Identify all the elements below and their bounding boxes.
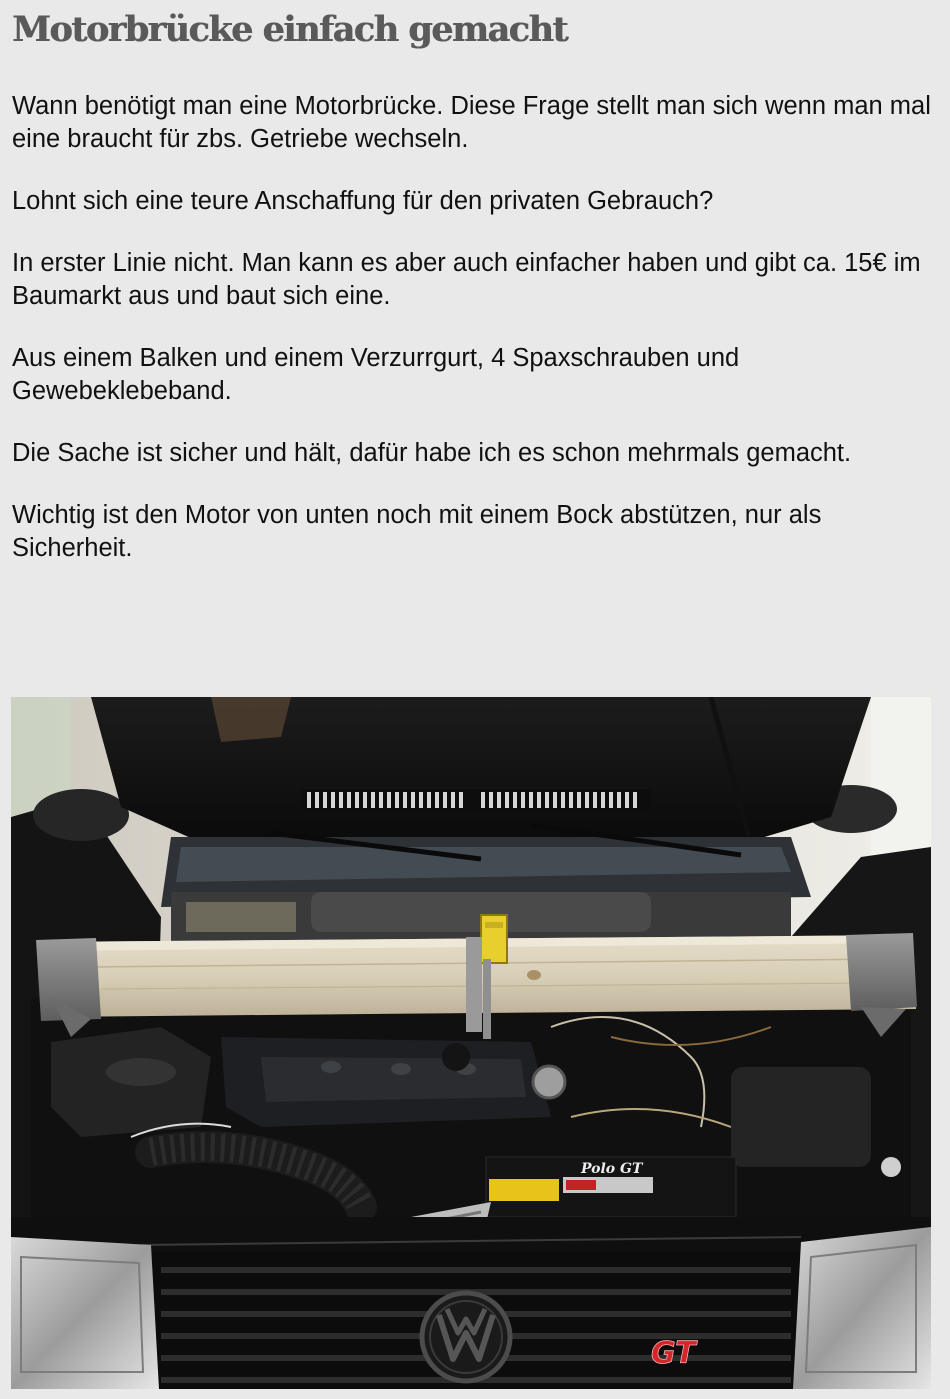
vw-logo-icon	[422, 1293, 510, 1381]
brake-master	[731, 1067, 871, 1167]
car-hood	[91, 697, 871, 847]
paragraph: Die Sache ist sicher und hält, dafür habe ich es schon mehrmals gemacht.	[12, 439, 852, 467]
page-title: Motorbrücke einfach gemacht	[12, 9, 567, 50]
paragraph: Aus einem Balken und einem Verzurrgurt, 4 Spaxschrauben und Gewebeklebeband.	[12, 344, 740, 405]
hood-vents	[301, 789, 651, 811]
throttle-body	[533, 1066, 565, 1098]
engine-bay-photo	[11, 697, 931, 1389]
mirror-left	[33, 789, 129, 841]
oil-cap	[442, 1043, 470, 1071]
article-body	[12, 90, 942, 594]
battery	[186, 902, 296, 932]
paragraph: Lohnt sich eine teure Anschaffung für den privaten Gebrauch?	[12, 187, 714, 215]
duct-tape-right	[846, 933, 917, 1011]
paragraph: Wichtig ist den Motor von unten noch mit einem Bock abstützen, nur als Sicherheit.	[12, 501, 822, 562]
gt-badge: GT	[651, 1336, 696, 1371]
paragraph: Wann benötigt man eine Motorbrücke. Diese Frage stellt man sich wenn man mal eine braucht für zbs. Getriebe wechseln.	[12, 92, 931, 153]
polo-gt-label-plate	[486, 1157, 736, 1217]
paragraph: In erster Linie nicht. Man kann es aber auch einfacher haben und gibt ca. 15€ im Baumarkt aus und baut sich eine.	[12, 249, 921, 310]
polo-gt-text: Polo GT	[581, 1161, 643, 1177]
